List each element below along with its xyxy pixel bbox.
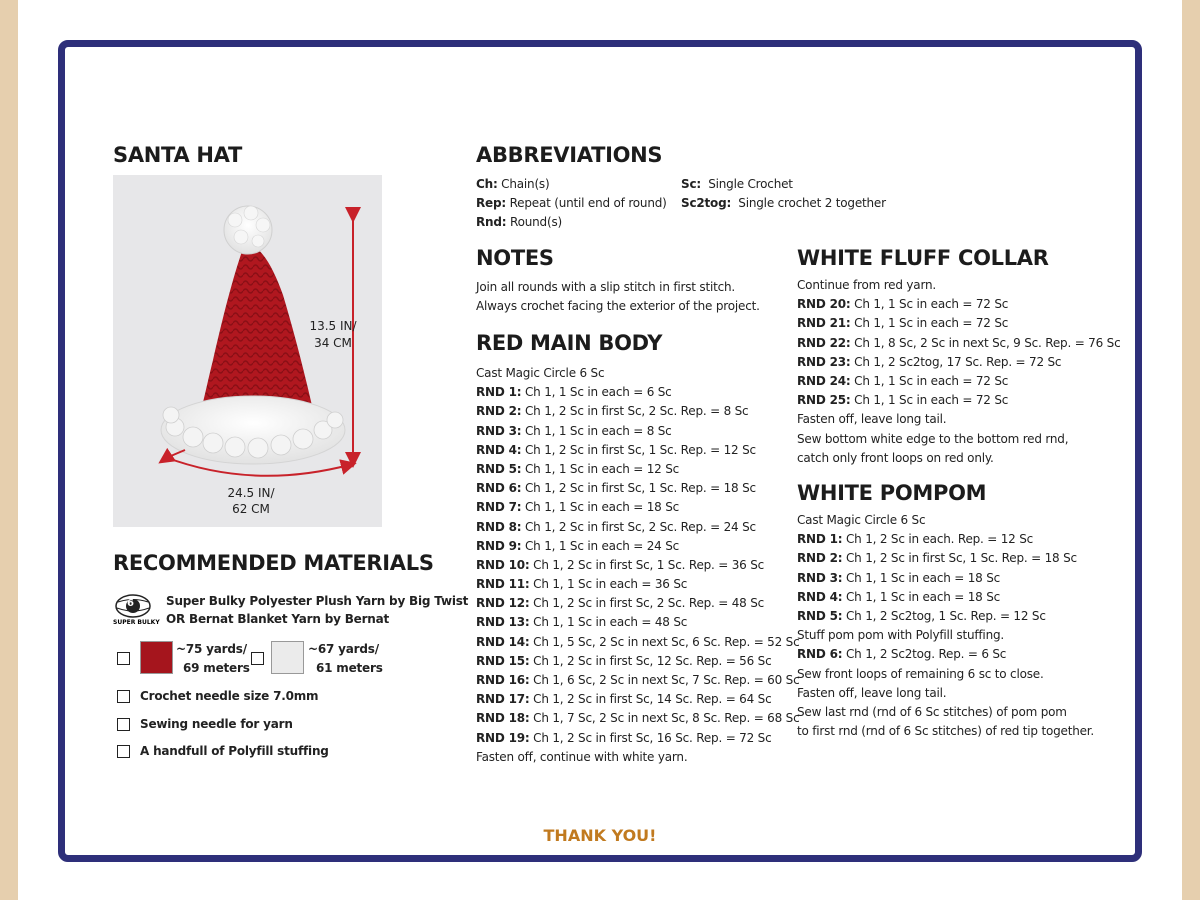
step-line: Cast Magic Circle 6 Sc	[476, 366, 605, 380]
red-yarn-swatch	[140, 641, 173, 674]
red-yarn-qty-line2: 69 meters	[183, 661, 250, 675]
white-yarn-qty-line1: ~67 yards/	[308, 642, 379, 656]
step-line: Continue from red yarn.	[797, 278, 936, 292]
height-label-line1: 13.5 IN/	[309, 319, 357, 333]
abbreviations-col-1	[476, 175, 667, 233]
material-item-sewing-needle: Sewing needle for yarn	[140, 717, 293, 731]
step-line: RND 17: Ch 1, 2 Sc in first Sc, 14 Sc. Rep. = 64 Sc	[476, 692, 772, 707]
yarn-line-2: OR Bernat Blanket Yarn by Bernat	[166, 612, 390, 626]
step-line: RND 12: Ch 1, 2 Sc in first Sc, 2 Sc. Rep. = 48 Sc	[476, 596, 765, 611]
step-line: RND 2: Ch 1, 2 Sc in first Sc, 2 Sc. Rep. = 8 Sc	[476, 404, 749, 419]
step-line: RND 4: Ch 1, 2 Sc in first Sc, 1 Sc. Rep. = 12 Sc	[476, 442, 756, 457]
step-line: to first rnd (rnd of 6 Sc stitches) of red tip together.	[797, 724, 1095, 739]
material-item-polyfill: A handfull of Polyfill stuffing	[140, 744, 329, 758]
height-label-line2: 34 CM	[314, 336, 352, 350]
step-line: RND 5: Ch 1, 1 Sc in each = 12 Sc	[476, 461, 680, 476]
santa-hat-illustration	[113, 175, 382, 527]
step-line: RND 3: Ch 1, 1 Sc in each = 18 Sc	[797, 570, 1001, 585]
abbreviations-title: ABBREVIATIONS	[476, 143, 663, 167]
red-yarn-checkbox[interactable]	[117, 652, 130, 665]
step-line: Sew bottom white edge to the bottom red rnd,	[797, 431, 1069, 446]
step-line: RND 16: Ch 1, 6 Sc, 2 Sc in next Sc, 7 Sc. Rep. = 60 Sc	[476, 673, 800, 687]
abbrev-ch: Ch: Chain(s)	[476, 177, 550, 191]
step-line: RND 20: Ch 1, 1 Sc in each = 72 Sc	[797, 297, 1009, 312]
step-line: Fasten off, continue with white yarn.	[476, 749, 688, 764]
step-line: RND 18: Ch 1, 7 Sc, 2 Sc in next Sc, 8 Sc. Rep. = 68 Sc	[476, 711, 800, 726]
width-label-line2: 62 CM	[232, 502, 270, 516]
red-main-body-title: RED MAIN BODY	[476, 331, 663, 355]
abbreviations-col-2	[681, 175, 886, 213]
page-edge-right	[1182, 0, 1200, 900]
polyfill-checkbox[interactable]	[117, 745, 130, 758]
step-line: RND 14: Ch 1, 5 Sc, 2 Sc in next Sc, 6 Sc. Rep. = 52 Sc	[476, 634, 800, 649]
super-bulky-yarn-icon	[113, 594, 160, 628]
yarn-line-1: Super Bulky Polyester Plush Yarn by Big Twist	[166, 594, 469, 608]
step-line: RND 3: Ch 1, 1 Sc in each = 8 Sc	[476, 423, 672, 438]
red-yarn-qty-line1: ~75 yards/	[176, 642, 247, 656]
abbrev-rnd: Rnd: Round(s)	[476, 215, 562, 230]
notes-text	[476, 278, 760, 316]
white-pompom-steps	[797, 511, 1094, 741]
step-line: Sew front loops of remaining 6 sc to close.	[797, 666, 1044, 681]
step-line: RND 21: Ch 1, 1 Sc in each = 72 Sc	[797, 316, 1009, 331]
step-line: RND 5: Ch 1, 2 Sc2tog, 1 Sc. Rep. = 12 Sc	[797, 608, 1046, 623]
step-line: RND 1: Ch 1, 1 Sc in each = 6 Sc	[476, 385, 672, 400]
notes-line: Join all rounds with a slip stitch in first stitch.	[476, 280, 736, 294]
sewing-needle-checkbox[interactable]	[117, 718, 130, 731]
width-label-line1: 24.5 IN/	[227, 486, 275, 500]
step-line: RND 6: Ch 1, 2 Sc in first Sc, 1 Sc. Rep. = 18 Sc	[476, 481, 756, 496]
step-line: RND 9: Ch 1, 1 Sc in each = 24 Sc	[476, 538, 680, 553]
step-line: RND 8: Ch 1, 2 Sc in first Sc, 2 Sc. Rep. = 24 Sc	[476, 519, 756, 534]
step-line: catch only front loops on red only.	[797, 450, 994, 465]
abbrev-sc2tog: Sc2tog: Single crochet 2 together	[681, 196, 886, 211]
step-line: RND 2: Ch 1, 2 Sc in first Sc, 1 Sc. Rep. = 18 Sc	[797, 551, 1077, 566]
abbrev-sc: Sc: Single Crochet	[681, 177, 793, 191]
step-line: RND 19: Ch 1, 2 Sc in first Sc, 16 Sc. Rep. = 72 Sc	[476, 730, 772, 745]
materials-title: RECOMMENDED MATERIALS	[113, 551, 434, 575]
material-item-crochet-needle: Crochet needle size 7.0mm	[140, 689, 319, 703]
notes-line: Always crochet facing the exterior of the project.	[476, 299, 760, 314]
step-line: RND 15: Ch 1, 2 Sc in first Sc, 12 Sc. Rep. = 56 Sc	[476, 653, 772, 668]
step-line: Cast Magic Circle 6 Sc	[797, 513, 926, 527]
step-line: RND 4: Ch 1, 1 Sc in each = 18 Sc	[797, 589, 1001, 604]
step-line: Sew last rnd (rnd of 6 Sc stitches) of pom pom	[797, 704, 1067, 719]
step-line: RND 13: Ch 1, 1 Sc in each = 48 Sc	[476, 615, 688, 630]
white-yarn-checkbox[interactable]	[251, 652, 264, 665]
step-line: RND 7: Ch 1, 1 Sc in each = 18 Sc	[476, 500, 680, 515]
step-line: RND 11: Ch 1, 1 Sc in each = 36 Sc	[476, 577, 688, 592]
step-line: RND 25: Ch 1, 1 Sc in each = 72 Sc	[797, 393, 1009, 408]
notes-title: NOTES	[476, 246, 554, 270]
white-yarn-swatch	[271, 641, 304, 674]
page-edge-left	[0, 0, 18, 900]
white-fluff-collar-title: WHITE FLUFF COLLAR	[797, 246, 1049, 270]
red-main-body-steps	[476, 364, 799, 767]
step-line: RND 10: Ch 1, 2 Sc in first Sc, 1 Sc. Rep. = 36 Sc	[476, 557, 765, 572]
white-fluff-collar-steps	[797, 276, 1120, 468]
santa-hat-title: SANTA HAT	[113, 143, 243, 167]
step-line: RND 23: Ch 1, 2 Sc2tog, 17 Sc. Rep. = 72 Sc	[797, 354, 1062, 369]
white-yarn-qty-line2: 61 meters	[316, 661, 383, 675]
thank-you-footer: THANK YOU!	[543, 826, 657, 845]
hat-cone	[201, 243, 313, 410]
step-line: Fasten off, leave long tail.	[797, 412, 947, 427]
santa-hat-photo	[113, 175, 382, 527]
step-line: RND 22: Ch 1, 8 Sc, 2 Sc in next Sc, 9 Sc. Rep. = 76 Sc	[797, 335, 1121, 350]
step-line: Stuff pom pom with Polyfill stuffing.	[797, 628, 1005, 643]
step-line: RND 1: Ch 1, 2 Sc in each. Rep. = 12 Sc	[797, 532, 1034, 547]
abbrev-rep: Rep: Repeat (until end of round)	[476, 196, 667, 211]
step-line: RND 6: Ch 1, 2 Sc2tog. Rep. = 6 Sc	[797, 647, 1007, 662]
crochet-needle-checkbox[interactable]	[117, 690, 130, 703]
step-line: RND 24: Ch 1, 1 Sc in each = 72 Sc	[797, 373, 1009, 388]
yarn-weight-label: SUPER BULKY	[113, 619, 160, 626]
white-pompom-title: WHITE POMPOM	[797, 481, 987, 505]
step-line: Fasten off, leave long tail.	[797, 685, 947, 700]
yarn-weight-number: 6	[127, 598, 134, 609]
